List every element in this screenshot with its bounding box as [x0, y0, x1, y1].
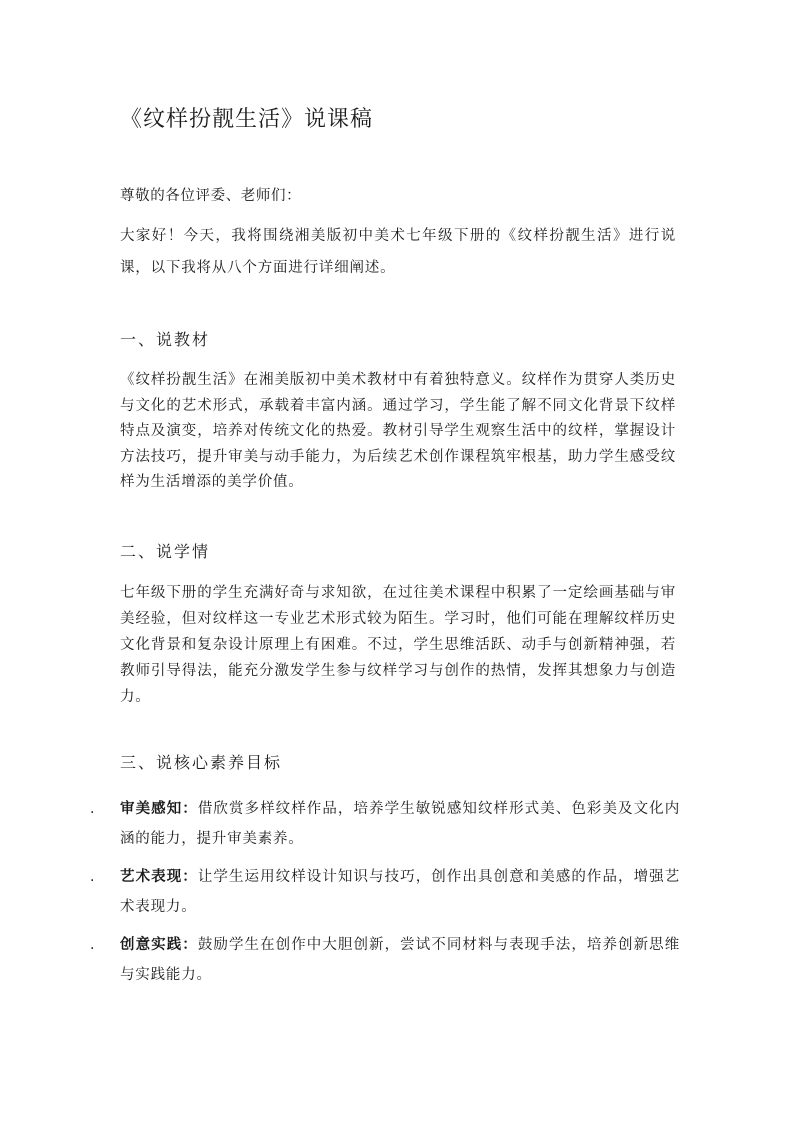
- bullet-term: 创意实践：: [120, 937, 198, 953]
- section-body-learners: 七年级下册的学生充满好奇与求知欲，在过往美术课程中积累了一定绘画基础与审美经验，但对纹样这一专业艺术形式较为陌生。学习时，他们可能在理解纹样历史文化背景和复杂设计原理上有困难。不过，学生思维活跃、动手与创新精神强，若教师引导得法，能充分激发学生参与纹样学习与创作的热情，发挥其想象力与创造力。: [120, 585, 676, 705]
- bullet-term: 审美感知：: [120, 801, 198, 817]
- bullet-text: 让学生运用纹样设计知识与技巧，创作出具创意和美感的作品，增强艺术表现力。: [120, 869, 681, 915]
- list-item: [90, 930, 680, 990]
- list-item: [90, 862, 680, 922]
- section-heading-core-goals: 三、说核心素养目标: [120, 753, 283, 772]
- section-heading-textbook: 一、说教材: [120, 330, 211, 349]
- section-body-textbook: 《纹样扮靓生活》在湘美版初中美术教材中有着独特意义。纹样作为贯穿人类历史与文化的艺术形式，承载着丰富内涵。通过学习，学生能了解不同文化背景下纹样特点及演变，培养对传统文化的热爱。教材引导学生观察生活中的纹样，掌握设计方法技巧，提升审美与动手能力，为后续艺术创作课程筑牢根基，助力学生感受纹样为生活增添的美学价值。: [120, 372, 676, 490]
- bullet-marker: .: [90, 869, 96, 885]
- section-heading-learners: 二、说学情: [120, 542, 211, 561]
- bullet-text: 鼓励学生在创作中大胆创新，尝试不同材料与表现手法，培养创新思维与实践能力。: [120, 937, 681, 983]
- list-item: [90, 794, 680, 854]
- bullet-text: 借欣赏多样纹样作品，培养学生敏锐感知纹样形式美、色彩美及文化内涵的能力，提升审美素养。: [120, 801, 681, 847]
- bullet-marker: .: [90, 801, 96, 817]
- core-goals-list: [90, 794, 680, 998]
- page-title: 《纹样扮靓生活》说课稿: [120, 107, 374, 132]
- greeting: 尊敬的各位评委、老师们：: [120, 188, 302, 204]
- intro-paragraph: 大家好！今天，我将围绕湘美版初中美术七年级下册的《纹样扮靓生活》进行说课，以下我将从八个方面进行详细阐述。: [120, 228, 676, 276]
- bullet-term: 艺术表现：: [120, 869, 198, 885]
- bullet-marker: .: [90, 937, 96, 953]
